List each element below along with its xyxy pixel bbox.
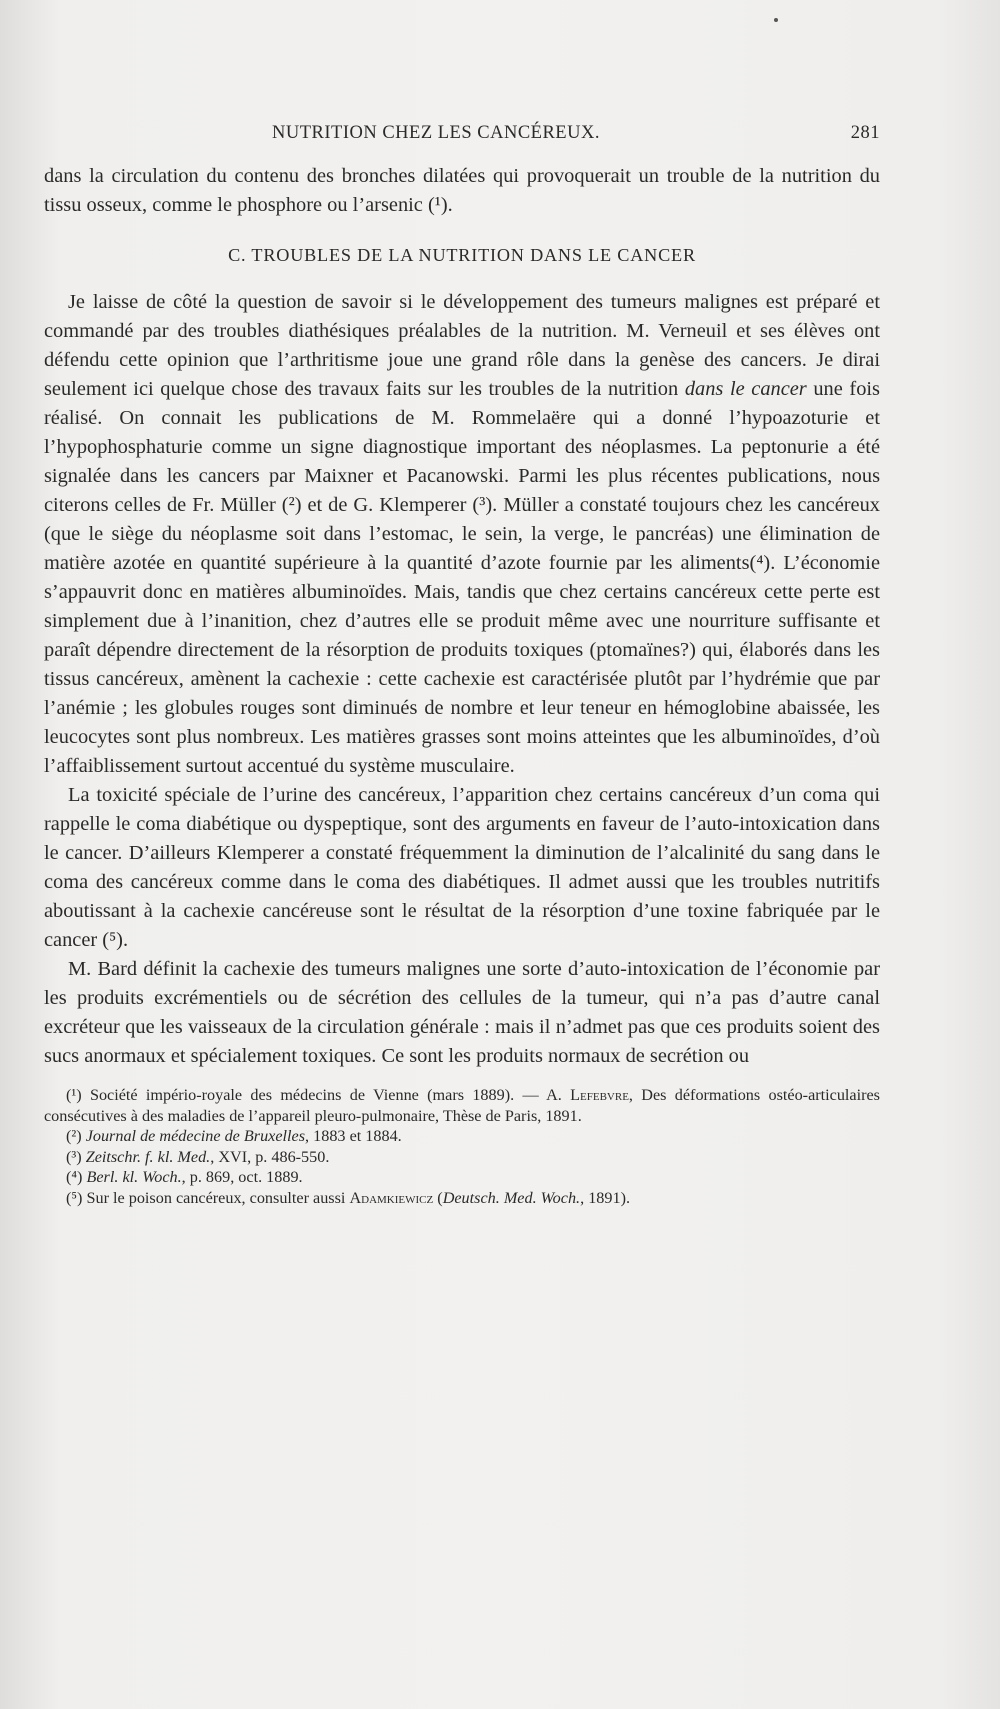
ink-speck: [774, 18, 778, 22]
intro-paragraph: dans la circulation du contenu des bronches dilatées qui provoquerait un trouble de la nutrition du tissu osseux, comme le phosphore ou l’arsenic (¹).: [44, 165, 880, 216]
author-adamkiewicz: Adamkiewicz: [349, 1188, 434, 1207]
paragraph-1: [44, 288, 880, 781]
paragraph-2: La toxicité spéciale de l’urine des cancéreux, l’apparition chez certains cancéreux d’un coma qui rappelle le coma diabétique ou dyspeptique, sont des arguments en faveur de l’auto-intoxication dans le cancer. D’ailleurs Klemperer a constaté fréquemment la diminution de l’alcalinité du sang dans le coma des cancéreux comme dans le coma des diabétiques. Il admet aussi que les troubles nutritifs aboutissant à la cachexie cancéreuse sont le résultat de la résorption d’une toxine fabriquée par le cancer (⁵).: [44, 784, 880, 951]
emphasis-dans-le-cancer: dans le cancer: [684, 378, 807, 400]
footnote-4: (⁴) Berl. kl. Woch., p. 869, oct. 1889.: [66, 1168, 303, 1186]
paragraph-1-part-a: Je laisse de côté la question de savoir si le développement des tumeurs malignes est préparé et commandé par des troubles diathésiques préalables de la nutrition. M. Verneuil et ses élèves ont défendu cette opinion que l’arthritisme joue une grand rôle dans la genèse des cancers. Je dirai seulement ici quelque chose des travaux faits sur les troubles de la nutrition: [44, 291, 880, 400]
paragraph-3: M. Bard définit la cachexie des tumeurs malignes une sorte d’auto-intoxication de l’économie par les produits excrémentiels ou de sécrétion des cellules de la tumeur, qui n’a pas d’autre canal excréteur que les vaisseaux de la circulation générale : mais il n’admet pas que ces produits soient des sucs anormaux et spécialement toxiques. Ce sont les produits normaux de secrétion ou: [44, 958, 880, 1067]
author-lefebvre: Lefebvre: [570, 1086, 629, 1104]
paragraph-1-part-b: une fois réalisé. On connait les publications de M. Rommelaëre qui a donné l’hypoazoturie et l’hypophosphaturie comme un signe diagnostique important des néoplasmes. La peptonurie a été signalée dans les cancers par Maixner et Pacanowski. Parmi les plus récentes publications, nous citerons celles de Fr. Müller (²) et de G. Klemperer (³). Müller a constaté toujours chez les cancéreux (que le siège du néoplasme soit dans l’estomac, le sein, la verge, le pancréas) une élimination de matière azotée en quantité supérieure à la quantité d’azote fournie par les aliments(⁴). L’économie s’appauvrit donc en matières albuminoïdes. Mais, tandis que chez certains cancéreux cette perte est simplement due à l’inanition, chez d’autres elle se produit même avec une nourriture suffisante et paraît dépendre directement de la résorption de produits toxiques (ptomaïnes?) qui, élaborés dans les tissus cancéreux, amènent la cachexie : cette cachexie est caractérisée plutôt par l’hydrémie que par l’anémie ; les globules rouges sont diminués de nombre et leur teneur en hémoglobine abaissée, les leucocytes sont plus nombreux. Les matières grasses sont moins atteintes que les albuminoïdes, d’où l’affaiblissement surtout accentué du système musculaire.: [44, 378, 880, 777]
footnote-2: (²) Journal de médecine de Bruxelles, 1883 et 1884.: [66, 1127, 402, 1145]
section-heading: C. TROUBLES DE LA NUTRITION DANS LE CANCER: [228, 245, 696, 265]
footnote-3: (³) Zeitschr. f. kl. Med., XVI, p. 486-550.: [66, 1147, 330, 1166]
page-number: 281: [850, 123, 880, 143]
page-body: [44, 162, 880, 1208]
footnotes: [44, 1085, 880, 1208]
running-header: [44, 123, 880, 144]
footnote-1: (¹) Société império-royale des médecins de Vienne (mars 1889). — A. Lefebvre, Des déformations ostéo-articulaires consécutives à des maladies de l’appareil pleuro-pulmonaire, Thèse de Paris, 1891.: [44, 1086, 880, 1125]
running-title: NUTRITION CHEZ LES CANCÉREUX.: [272, 123, 600, 143]
footnote-5: (⁵) Sur le poison cancéreux, consulter aussi Adamkiewicz (Deutsch. Med. Woch., 1891).: [66, 1188, 631, 1207]
